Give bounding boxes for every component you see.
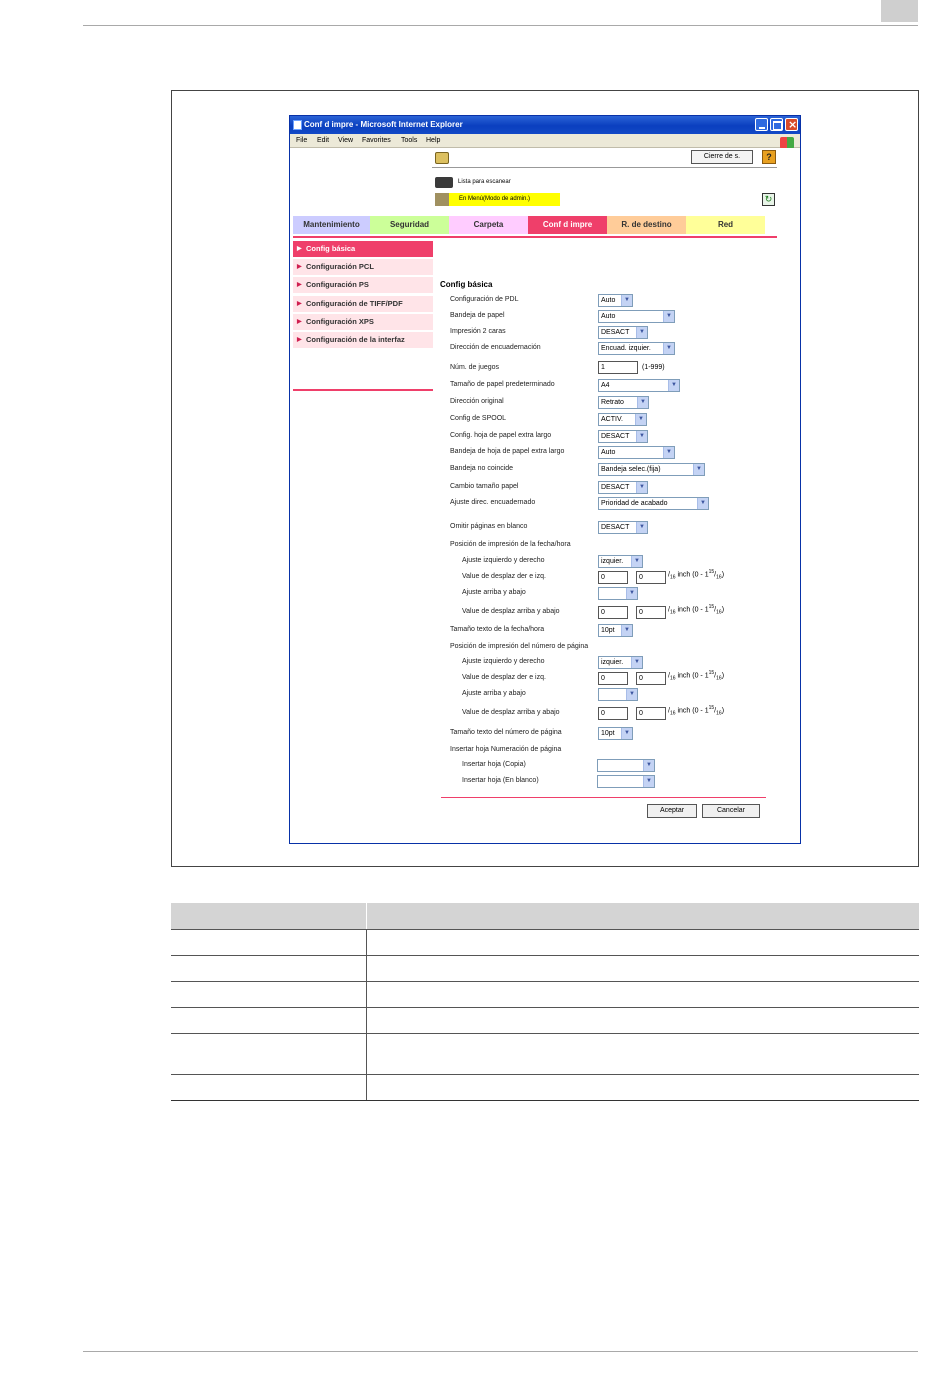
skip-blank-select[interactable] <box>598 521 648 534</box>
chevron-down-icon: ▼ <box>621 295 632 306</box>
chevron-down-icon: ▼ <box>693 464 704 475</box>
window-title: Conf d impre - Microsoft Internet Explorer <box>304 120 463 129</box>
page-ud-label: Ajuste arriba y abajo <box>462 690 526 697</box>
arrow-icon: ▶ <box>297 246 302 252</box>
date-ud-shift-input[interactable]: 0 <box>598 606 628 619</box>
page-lr-label: Ajuste izquierdo y derecho <box>462 658 545 665</box>
browser-window <box>289 115 801 844</box>
binding-adjust-label: Ajuste direc. encuadernado <box>450 499 536 506</box>
scanner-icon <box>435 177 453 188</box>
chevron-down-icon: ▼ <box>621 728 632 739</box>
insert-blank-label: Insertar hoja (En blanco) <box>462 777 539 784</box>
menu-edit[interactable]: Edit <box>317 137 330 144</box>
chevron-down-icon: ▼ <box>626 689 637 700</box>
page-lr-value: izquier. <box>601 659 624 666</box>
main-tabs <box>293 216 777 234</box>
chevron-down-icon: ▼ <box>663 311 674 322</box>
side-item-configuracion-interfaz[interactable] <box>293 332 433 348</box>
chevron-down-icon: ▼ <box>697 498 708 509</box>
menu-favorites[interactable]: Favorites <box>362 137 391 144</box>
size-change-label: Cambio tamaño papel <box>450 483 519 490</box>
page-lr-shift-input[interactable]: 0 <box>598 672 628 685</box>
page-text-size-select[interactable] <box>598 727 633 740</box>
date-text-size-label: Tamaño texto de la fecha/hora <box>450 626 545 633</box>
paper-tray-label: Bandeja de papel <box>450 312 505 319</box>
table-header-divider <box>366 903 367 929</box>
date-ud-shift-fraction-input[interactable]: 0 <box>636 606 666 619</box>
page-number-tab <box>881 0 918 22</box>
binding-adjust-select[interactable] <box>598 497 709 510</box>
form-title: Config básica <box>440 280 493 289</box>
long-paper-tray-label: Bandeja de hoja de papel extra largo <box>450 448 565 455</box>
tab-r-de-destino[interactable]: R. de destino <box>607 216 686 234</box>
long-paper-tray-value: Auto <box>601 449 616 456</box>
refresh-icon[interactable]: ↻ <box>762 193 775 206</box>
ie-app-icon <box>293 120 302 130</box>
page-lr-select[interactable] <box>598 656 643 669</box>
spool-select[interactable] <box>598 413 647 426</box>
orientation-label: Dirección original <box>450 398 504 405</box>
date-lr-select[interactable] <box>598 555 643 568</box>
table-row <box>171 1007 919 1008</box>
date-lr-shift-input[interactable]: 0 <box>598 571 628 584</box>
browser-menubar <box>290 134 800 148</box>
admin-user-icon <box>435 152 449 164</box>
paper-tray-value: Auto <box>601 313 616 320</box>
page-ud-unit: $/_{16}$ inch $(0 - 1^{15}/_{16})$ <box>668 705 725 717</box>
menu-tools[interactable]: Tools <box>401 137 418 144</box>
copies-label: Núm. de juegos <box>450 364 500 371</box>
arrow-icon: ▶ <box>297 301 302 307</box>
side-item-label: Config básica <box>306 244 356 253</box>
chevron-down-icon: ▼ <box>631 657 642 668</box>
long-paper-label: Config. hoja de papel extra largo <box>450 432 552 439</box>
chevron-down-icon: ▼ <box>636 482 647 493</box>
duplex-label: Impresión 2 caras <box>450 328 506 335</box>
insert-copy-select[interactable] <box>597 759 655 772</box>
side-item-label: Configuración de la interfaz <box>306 335 405 344</box>
table-row <box>171 981 919 982</box>
chevron-down-icon: ▼ <box>637 397 648 408</box>
chevron-down-icon: ▼ <box>636 327 647 338</box>
date-ud-label: Ajuste arriba y abajo <box>462 589 526 596</box>
chevron-down-icon: ▼ <box>636 522 647 533</box>
date-position-label: Posición de impresión de la fecha/hora <box>450 541 571 548</box>
side-item-label: Configuración XPS <box>306 317 374 326</box>
table-row <box>171 955 919 956</box>
top-rule <box>83 25 918 26</box>
arrow-icon: ▶ <box>297 337 302 343</box>
skip-blank-value: DESACT <box>601 524 630 531</box>
chevron-down-icon: ▼ <box>643 760 654 771</box>
duplex-select[interactable] <box>598 326 648 339</box>
chevron-down-icon: ▼ <box>668 380 679 391</box>
header-divider <box>432 167 777 168</box>
size-change-value: DESACT <box>601 484 630 491</box>
date-ud-select[interactable] <box>598 587 638 600</box>
side-item-configuracion-ps[interactable] <box>293 277 433 293</box>
insert-sheet-label: Insertar hoja Numeración de página <box>450 746 562 753</box>
pdl-label: Configuración de PDL <box>450 296 519 303</box>
page-ud-shift-input[interactable]: 0 <box>598 707 628 720</box>
arrow-icon: ▶ <box>297 264 302 270</box>
binding-value: Encuad. izquier. <box>601 345 651 352</box>
long-paper-tray-select[interactable] <box>598 446 675 459</box>
tray-mismatch-select[interactable] <box>598 463 705 476</box>
page-ud-shift-label: Value de desplaz arriba y abajo <box>462 709 560 716</box>
admin-mode-text: En Menú(Modo de admin.) <box>459 196 531 202</box>
chevron-down-icon: ▼ <box>621 625 632 636</box>
copies-range: (1-999) <box>642 364 665 371</box>
spool-label: Config de SPOOL <box>450 415 507 422</box>
form-divider <box>441 797 766 798</box>
tray-mismatch-label: Bandeja no coincide <box>450 465 514 472</box>
close-icon: × <box>788 118 798 131</box>
tabs-underline <box>293 236 777 238</box>
page-content <box>290 148 800 843</box>
scan-status: Lista para escanear <box>458 179 511 185</box>
date-lr-label: Ajuste izquierdo y derecho <box>462 557 545 564</box>
pdl-value: Auto <box>601 297 616 304</box>
table-row <box>171 1074 919 1075</box>
date-lr-unit: $/_{16}$ inch $(0 - 1^{15}/_{16})$ <box>668 569 725 581</box>
paper-size-label: Tamaño de papel predeterminado <box>450 381 555 388</box>
side-item-configuracion-xps[interactable] <box>293 314 433 330</box>
insert-blank-select[interactable] <box>597 775 655 788</box>
chevron-down-icon: ▼ <box>663 343 674 354</box>
date-lr-shift-fraction-input[interactable]: 0 <box>636 571 666 584</box>
arrow-icon: ▶ <box>297 319 302 325</box>
tab-mantenimiento[interactable]: Mantenimiento <box>293 216 370 234</box>
date-lr-shift-label: Value de desplaz der e izq. <box>462 573 546 580</box>
menu-help[interactable]: Help <box>426 137 441 144</box>
spool-value: ACTIV. <box>601 416 623 423</box>
chevron-down-icon: ▼ <box>635 414 646 425</box>
pdl-select[interactable] <box>598 294 633 307</box>
arrow-icon: ▶ <box>297 282 302 288</box>
size-change-select[interactable] <box>598 481 648 494</box>
binding-label: Dirección de encuadernación <box>450 344 541 351</box>
cancel-button[interactable]: Cancelar <box>702 804 760 818</box>
table-header <box>171 903 919 929</box>
side-item-label: Configuración PS <box>306 280 369 289</box>
page-ud-shift-fraction-input[interactable]: 0 <box>636 707 666 720</box>
help-icon[interactable]: ? <box>762 150 776 164</box>
page-text-size-value: 10pt <box>601 730 615 737</box>
chevron-down-icon: ▼ <box>631 556 642 567</box>
copies-input[interactable]: 1 <box>598 361 638 374</box>
ok-button[interactable]: Aceptar <box>647 804 697 818</box>
date-ud-shift-label: Value de desplaz arriba y abajo <box>462 608 560 615</box>
page-position-label: Posición de impresión del número de página <box>450 643 589 650</box>
chevron-down-icon: ▼ <box>663 447 674 458</box>
skip-blank-label: Omitir páginas en blanco <box>450 523 528 530</box>
side-item-configuracion-tiff-pdf[interactable] <box>293 296 433 312</box>
page-lr-shift-fraction-input[interactable]: 0 <box>636 672 666 685</box>
admin-mode-banner <box>435 193 560 206</box>
table-bottom-rule <box>171 1100 919 1101</box>
side-item-configuracion-pcl[interactable] <box>293 259 433 275</box>
paper-size-value: A4 <box>601 382 610 389</box>
long-paper-value: DESACT <box>601 433 630 440</box>
side-item-label: Configuración PCL <box>306 262 374 271</box>
browser-titlebar <box>290 116 800 134</box>
insert-copy-label: Insertar hoja (Copia) <box>462 761 526 768</box>
duplex-value: DESACT <box>601 329 630 336</box>
page-lr-shift-label: Value de desplaz der e izq. <box>462 674 546 681</box>
date-ud-unit: $/_{16}$ inch $(0 - 1^{15}/_{16})$ <box>668 604 725 616</box>
minimize-button[interactable] <box>755 118 768 131</box>
orientation-select[interactable] <box>598 396 649 409</box>
page-ud-select[interactable] <box>598 688 638 701</box>
close-button[interactable] <box>785 118 798 131</box>
side-item-label: Configuración de TIFF/PDF <box>306 299 403 308</box>
date-text-size-value: 10pt <box>601 627 615 634</box>
side-menu-divider <box>293 389 433 391</box>
long-paper-select[interactable] <box>598 430 648 443</box>
tab-seguridad[interactable]: Seguridad <box>370 216 449 234</box>
paper-size-select[interactable] <box>598 379 680 392</box>
table-row <box>171 1033 919 1034</box>
tab-conf-d-impre[interactable]: Conf d impre <box>528 216 607 234</box>
tray-mismatch-value: Bandeja selec.(fija) <box>601 466 661 473</box>
page-lr-unit: $/_{16}$ inch $(0 - 1^{15}/_{16})$ <box>668 670 725 682</box>
tab-red[interactable]: Red <box>686 216 765 234</box>
binding-adjust-value: Prioridad de acabado <box>601 500 668 507</box>
table-row <box>171 929 919 930</box>
date-text-size-select[interactable] <box>598 624 633 637</box>
orientation-value: Retrato <box>601 399 624 406</box>
logout-button[interactable]: Cierre de s. <box>691 150 753 164</box>
page-text-size-label: Tamaño texto del número de página <box>450 729 562 736</box>
menu-file[interactable]: File <box>296 137 308 144</box>
chevron-down-icon: ▼ <box>636 431 647 442</box>
chevron-down-icon: ▼ <box>626 588 637 599</box>
paper-tray-select[interactable] <box>598 310 675 323</box>
bottom-rule <box>83 1351 918 1352</box>
menu-view[interactable]: View <box>338 137 354 144</box>
tab-carpeta[interactable]: Carpeta <box>449 216 528 234</box>
maximize-button[interactable] <box>770 118 783 131</box>
chevron-down-icon: ▼ <box>643 776 654 787</box>
machine-icon <box>435 193 449 206</box>
side-item-config-basica[interactable] <box>293 241 433 257</box>
date-lr-value: izquier. <box>601 558 624 565</box>
binding-select[interactable] <box>598 342 675 355</box>
